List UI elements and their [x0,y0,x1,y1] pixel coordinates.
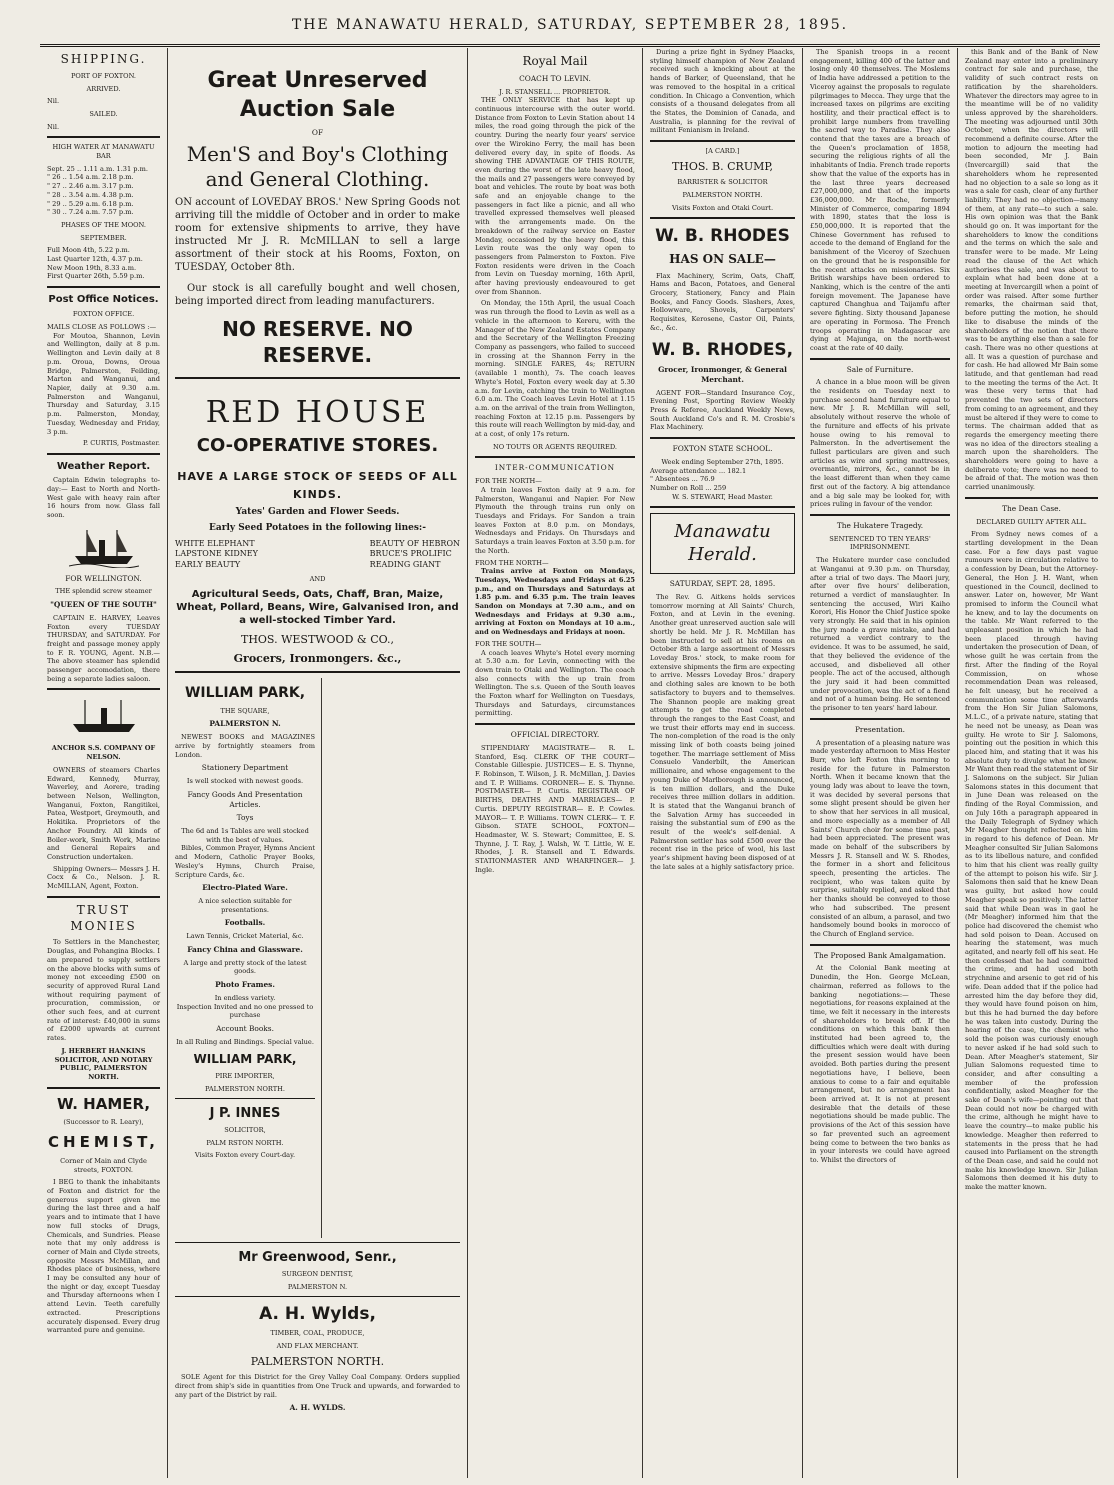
stationery-text: Is well stocked with newest goods. [186,777,304,786]
divider [47,136,160,138]
herald-nameplate [650,513,795,574]
anchor-company-heading: ANCHOR S.S. COMPANY OF NELSON. [51,744,156,762]
anchor-company-text: OWNERS of steamers Charles Edward, Kennedy, Murray, Waverley, and Aorere, trading between Nelson, Wellington, Wanganui, Foxton, Rangitikei, Patea, Westport, Greymouth, and Hokitika. Proprietors of the Anchor Foundry. All kinds of Boiler-work, Smith Work, Marine and General Repairs and Construction undertaken. [47,765,160,861]
dean-subheading: DECLARED GUILTY AFTER ALL. [976,517,1087,526]
list-item: WHITE ELEPHANT [175,538,255,548]
divider [810,944,950,946]
divider [175,1098,315,1099]
column-5 [803,48,958,1478]
school-headmaster: W. S. STEWART, Head Master. [672,492,773,501]
lawn-tennis-text: Lawn Tennis, Cricket Material, &c. [186,932,304,941]
coach-heading: COACH TO LEVIN. [519,73,591,83]
electro-text: A nice selection suitable for presentations. [198,897,292,914]
divider [810,718,950,720]
list-item: READING GIANT [369,559,441,569]
rhodes-trade: Grocer, Ironmonger, & General Merchant. [658,364,787,384]
stansell-proprietor: J. R. STANSELL ... PROPRIETOR. [499,87,611,96]
divider [475,456,635,458]
royal-mail-heading: Royal Mail [522,54,588,68]
official-directory-heading: OFFICIAL DIRECTORY. [510,730,600,740]
school-heading: FOXTON STATE SCHOOL. [672,444,773,454]
park-town: PALMERSTON N. [209,719,281,729]
postmaster-signature: P. CURTIS, Postmaster. [82,439,160,448]
crump-town: PALMERSTON NORTH. [682,190,763,199]
for-south-label: FOR THE SOUTH— [475,639,542,648]
column-6 [958,48,1105,1478]
month-label: SEPTEMBER. [80,233,127,242]
official-directory-text: STIPENDIARY MAGISTRATE— R. L. Stanford, Esq. CLERK OF THE COURT— Constable Gillespie. JUSTICES— E. S. Thynne, F. Robinson, T. Wilson, J. R. McMillan, J. Davies and T. P. Williams. CORONER— E. S. Thynne. POSTMASTER— P. Curtis. REGISTRAR OF BIRTHS, DEATHS AND MARRIAGES— P. Curtis. DEPUTY REGISTRAR— E. P. Cowles. MAYOR— T. P. Williams. TOWN CLERK— T. F. Gibson. STATE SCHOOL, FOXTON— Headmaster, W. S. Stewart; Committee, E. S. Thynne, J. T. Ray, J. Walsh, W. T. Little, W. E. Rhodes, J. R. Stansell and T. Edwards. STATIONMASTER AND WHARFINGER— J. Ingle. [475,743,635,874]
potato-list-right [370,539,460,571]
park-town-footer: PALMERSTON NORTH. [205,1084,285,1093]
moon-row: Full Moon 4th, 5.22 p.m. [47,246,130,255]
foxton-office-label: FOXTON OFFICE. [72,310,135,319]
account-books-text: In all Ruling and Bindings. Special value. [176,1037,314,1046]
rhodes-agent-text: AGENT FOR—Standard Insurance Coy., Evening Post, Sporting Review Weekly Press & Referee, Auckland Weekly News, South Auckland Co's and R. M. Crosbie's Flax Machinery. [650,388,795,432]
masthead [40,10,1100,47]
card-label: [A CARD.] [705,147,740,156]
hamer-name: W. HAMER, [56,1094,151,1113]
herald-date: SATURDAY, SEPT. 28, 1895. [669,579,776,589]
steamer-intro: THE splendid screw steamer [55,587,152,596]
dentist-town: PALMERSTON N. [287,1283,348,1292]
toys-heading: Toys [236,813,254,823]
clothing-heading: Men'S and Boy's Clothing and General Clothing. [186,141,449,191]
rhodes-name: W. B. RHODES [655,226,790,247]
wylds-town: PALMERSTON NORTH. [250,1354,385,1368]
sailed-label: SAILED. [89,109,118,118]
agricultural-seeds: Agricultural Seeds, Oats, Chaff, Bran, Maize, Wheat, Pollard, Beans, Wire, Galvanised Iron, and a well-stocked Timber Yard. [176,589,459,627]
divider [175,377,460,379]
no-touts: NO TOUTS OR AGENTS REQUIRED. [492,442,617,451]
rhodes-name-2: W. B. RHODES, [651,339,794,360]
herald-title: Manawatu Herald. [674,521,771,565]
divider [650,506,795,508]
fancy-goods-heading: Fancy Goods And Presentation Articles. [187,789,303,809]
dean-text: From Sydney news comes of a startling development in the Dean case. For a few days past vague rumours were in circulation relative to a confession by Dean, but the Attorney-General, the Hon J. H. Want, when questioned in the Council, declined to answer. Later on, however, Mr Want promised to inform the Council what he knew, and to lay the documents on the table. Mr Want referred to the unpleasant position in which he had been placed through having undertaken the prosecution of Dean, of whose guilt he was certain from the first. After the finding of the Royal Commission, on whose recommendation Dean was released, he felt uneasy, but he received a communication some time afterwards from the Hon Sir Julian Salomons, M.L.C., of a private nature, stating that he need not be uneasy, as Dean was guilty. He wrote to Sir J. Salomons, pointing out the position in which this placed him, and stating that it was his absolute duty to divulge what he knew. Mr Want then read the statement of Sir J. Salomons on the subject. Sir Julian Salomons states in this document that in June Dean was released on the finding of the Royal Commission, and on July 16th a paragraph appeared in the Daily Telegraph of Sydney which Mr Meagher thought reflected on him in regard to his defence of Dean. Mr Meagher consulted Sir Julian Salomons as to its libellous nature, and confided to him that his client was really guilty of the attempt to poison his wife. Sir J. Salomons then said that he knew Dean was guilty, but asked how could Meagher speak so positively. The latter said that while Dean was in gaol he (Mr Meagher) informed him that the police had discovered the chemist who had sold poison to Dean. Accused on hearing the statement, was much agitated, and nearly fell off his seat. He then confessed that he had committed the crime, and had used both strychnine and arsenic to get rid of his wife. Dean added that if the police had arrested him the day before they did, they would have found poison on him, but this he had burned the day before he was taken into custody. During the hearing of the case, the chemist who sold the poison was curiously enough to never asked if he had sold such to Dean. After Meagher's statement, Sir Julian Salomons requested time to consider, and after consulting a member of the profession confidentially, asked Meagher for the sake of Dean's wife—pointing out that Dean could not now be charged with the crime, although he might have to leave the country—to make public his knowledge. Meagher then referred to statements in the press that he had caused into Parliament on the strength of the Dean case, and said he could not make his knowledge known. Sir Julian Salomons then deemed it his duty to make the matter known. [965,530,1098,1192]
tide-row: " 29 .. 5.29 a.m. 6.18 p.m. [47,199,134,208]
school-roll: Number on Roll ... 259 [650,483,727,492]
steamship-illustration [69,526,139,568]
page-columns [40,48,1105,1478]
westwood-name: THOS. WESTWOOD & CO., [240,633,395,647]
tide-row: Sept. 25 .. 1.11 a.m. 1.31 p.m. [47,164,148,173]
divider [47,688,160,690]
column-3 [468,48,643,1478]
william-park-ad [175,678,322,1238]
hukatere-heading: The Hukatere Tragedy. [836,520,924,530]
weather-heading: Weather Report. [56,460,151,472]
shipping-heading: SHIPPING. [60,52,147,66]
divider [47,896,160,898]
divider [650,437,795,439]
wylds-name: A. H. Wylds, [259,1303,376,1324]
list-item: BEAUTY OF HEBRON [369,538,460,548]
china-text: A large and pretty stock of the latest goods. [183,958,307,976]
park-name-footer: WILLIAM PARK, [193,1052,297,1067]
list-item: LAPSTONE KIDNEY [175,549,258,559]
school-attendance: Average attendance ... 182.1 [650,466,747,475]
greenwood-wylds-ads [322,678,460,1238]
bank-heading: The Proposed Bank Amalgamation. [814,950,946,960]
park-importer: PIRE IMPORTER, [215,1072,275,1081]
coop-stores-heading: CO-OPERATIVE STORES. [196,435,439,457]
school-week: Week ending September 27th, 1895. [661,457,784,466]
for-north-text: A train leaves Foxton daily at 9 a.m. for Palmerston, Wanganui and Napier. For New Plymouth the through trains run only on Tuesdays and Fridays. For Sandon a train leaves Foxton at 8.0 p.m. on Mondays, Wednesdays and Fridays. On Thursdays and Saturdays a train leaves Foxton at 3.50 p.m. for the North. [475,485,635,555]
for-south-text: A coach leaves Whyte's Hotel every morning at 5.30 a.m. for Levin, connecting with the down train to Otaki and Wellington. The coach also connects with the up train from Wellington. The s.s. Queen of the South leaves the Foxton wharf for Wellington on Tuesdays, Thursdays and Saturdays, circumstances permitting. [475,648,635,718]
high-water-heading: HIGH WATER AT MANAWATU BAR [52,143,155,161]
masthead-title: THE MANAWATU HERALD, SATURDAY, SEPTEMBER 28, 1895. [291,17,849,33]
greenwood-name: Mr Greenwood, Senr., [238,1250,397,1266]
rhodes-text: Flax Machinery, Scrim, Oats, Chaff, Hams and Bacon, Potatoes, and General Grocery, Stationery, Fancy and Plain Books, and Fancy Goods. Slashers, Axes, Hollowware, Shovels, Carpenters' Requisites, Kerosene, Castor Oil, Paints, &c., &c. [650,271,795,332]
chemist-heading: CHEMIST, [48,1133,159,1152]
steamer-name: "QUEEN OF THE SOUTH" [50,600,157,610]
auction-heading: Great Unreserved Auction Sale [207,68,428,123]
bibles-text: Bibles, Common Prayer, Hymns Ancient and Modern, Catholic Prayer Books, Wesley's Hymns, Church Praise, Scripture Cards, &c. [175,844,315,879]
westwood-trade: Grocers, Ironmongers. &c., [233,651,402,665]
divider [47,1087,160,1089]
no-reserve-banner: NO RESERVE. NO RESERVE. [222,316,413,368]
list-item: EARLY BEAUTY [175,559,241,569]
presentation-heading: Presentation. [854,724,906,734]
hamer-text: I BEG to thank the inhabitants of Foxton and district for the generous support given me during the last three and a half years and to intimate that I have now full stocks of Drugs, Chemicals, and Sundries. Please note that my only address is corner of Main and Clyde streets, opposite Messrs McMillan, and Rhodes place of business, where I may be consulted any hour of the night or day, except Tuesday and Thursday afternoons when I attend Levin. Teeth carefully extracted. Prescriptions accurately dispensed. Every drug warranted pure and genuine. [47,1178,160,1335]
stock-text: Our stock is all carefully bought and well chosen, being imported direct from leading manufacturers. [175,282,460,307]
park-name: WILLIAM PARK, [184,685,306,702]
divider [47,453,160,455]
furniture-text: A chance in a blue moon will be given the residents on Tuesday next to purchase second hand furniture equal to new. Mr J. R. McMillan will sell, absolutely without reserve the whole of the furniture and effects of his private house owing to his removal to Palmerston. In the advertisement the fullest particulars are given and such articles as wire and spring mattresses, overmantle, mirrors, &c., cannot be in the least different than when they came first out of the factory. A big attendance and a big sale may be looked for, with prices ruling in favour of the vendor. [810,378,950,509]
footballs-heading: Footballs. [224,918,266,928]
list-item: BRUCE'S PROLIFIC [369,549,452,559]
from-north-text: Trains arrive at Foxton on Mondays, Tuesdays, Wednesdays and Fridays at 6.25 p.m., and on Thursdays and Saturdays at 1.85 p.m. and 6.35 p.m. The train leaves Sandon on Mondays at 7.30 a.m., and on Wednesdays and Fridays at 9.30 a.m., arriving at Foxton on Mondays at 10 a.m., and on Wednesdays and Fridays at noon. [475,567,635,637]
moon-row: New Moon 19th, 8.33 a.m. [47,263,137,272]
photo-frames-heading: Photo Frames. [215,980,275,990]
trust-monies-text: To Settlers in the Manchester, Douglas, and Pohangina Blocks. I am prepared to supply settlers on the above blocks with sums of money not exceeding £500 on security of approved Rural Land without requiring payment of procuration, commission, or other such fees, and at current rate of interest: £40,000 in sums of £2000 upwards at current rates. [47,938,160,1043]
coach-text-2: On Monday, the 15th April, the usual Coach was run through the flood to Levin as well as a vehicle in the afternoon to Kereru, with the Manager of the New Zealand Estates Company and the Secretary of the Wellington Freezing Company as passengers, who failed to succeed in crossing at the Shannon Ferry in the morning. SINGLE FARES, 4s; RETURN (available 1 month), 7s. The coach leaves Whyte's Hotel, Foxton every week day at 5.30 a.m. for Levin, catching the train to Wellington 6.0 a.m. The Coach leaves Levin Hotel at 1.15 a.m. on the arrival of the train from Wellington, reaching Foxton at 12.15 p.m. Passengers by this route will reach Wellington by mid-day, and at a cost, of only 17s return. [475,299,635,439]
potato-varieties [175,539,460,571]
coach-text: THE ONLY SERVICE that has kept up continuous intercourse with the outer world. Distance from Foxton to Levin Station about 14 miles, the road going through the pick of the country. During the nearly four years' service over the Wirokino Ferry, the mail has been delivered every day, in spite of floods. As showing THE ADVANTAGE OF THIS ROUTE, even during the worst of the late heavy flood, the mails and 27 passengers were conveyed by boat and vehicles. The route by boat was both safe and an enjoyable change to the passengers in fact like a picnic, and all who travelled expressed themselves well pleased with the arrangements made. On the breakdown of the railway service on Easter Monday, occasioned by the heavy flood, this Levin route was the only way open to passengers from Palmerston to Foxton. Five Foxton residents were driven in the Coach from Levin on Tuesday morning, 16th April, after having previously endeavoured to get over from Shannon. [475,96,635,296]
bank-text: At the Colonial Bank meeting at Dunedin, the Hon. George McLean, chairman, referred as follows to the banking negotiations:— These negotiations, for reasons explained at the time, we felt it necessary in the interests of shareholders to break off. If the conditions on which this bank then instituted had been agreed to, the difficulties which were dealt with during the present session would have been avoided. Both parties during the present negotiations have, I believe, been anxious to come to a fair and equitable arrangement, but no arrangement has been arrived at. It is not at present desirable that the details of these negotiations should be made public. The provisions of the Act of this session have so far prevented such an agreement being come to between the two banks as in your interests we could have agreed to. Whilst the directors of [810,964,950,1164]
spacer [328,678,460,1238]
wylds-trade-2: AND FLAX MERCHANT. [276,1341,359,1350]
crump-text: Visits Foxton and Otaki Court. [671,203,774,212]
yates-seeds: Yates' Garden and Flower Seeds. [235,507,400,518]
arrived-label: ARRIVED. [86,84,121,93]
furniture-heading: Sale of Furniture. [846,364,914,374]
red-house-heading: RED HOUSE [205,394,430,430]
post-office-heading: Post Office Notices. [48,294,159,306]
innes-town: PALM RSTON NORTH. [206,1138,284,1147]
divider [965,497,1098,499]
for-wellington-heading: FOR WELLINGTON. [65,573,142,583]
trust-monies-heading: TRUST MONIES [70,902,137,933]
crump-title: BARRISTER & SOLICITOR [677,178,768,187]
port-heading: PORT OF FOXTON. [70,71,137,80]
innes-name: J P. INNES [209,1105,281,1121]
from-north-label: FROM THE NORTH— [475,558,549,567]
presentation-text: A presentation of a pleasing nature was made yesterday afternoon to Miss Hester Burr, who left Foxton this morning to reside for the future in Palmerston North. When it became known that the young lady was about to leave the town, it was decided by several persons that some slight present should be given her to show that her services in all musical, and more especially as a member of All Saints' Church choir for some time past, had been appreciated. The present was made on behalf of the subscribers by Messrs J. R. Stansell and W. S. Rhodes, the former in a short and felicitous speech, presenting the articles. The recipient, who was taken quite by surprise, suitably replied, and asked that her thanks should be conveyed to those who had subscribed. The present consisted of an album, a parasol, and two handsomely bound books in morocco of the Church of England service. [810,738,950,938]
column-1 [40,48,168,1478]
moon-row: First Quarter 26th, 5.59 p.m. [47,272,145,281]
tide-row: " 30 .. 7.24 a.m. 7.57 p.m. [47,208,134,217]
toys-text: The 6d and 1s Tables are well stocked with the best of values. [181,827,309,844]
moon-row: Last Quarter 12th, 4.37 p.m. [47,255,143,264]
photo-frames-text: In endless variety. [214,993,276,1002]
news-text: During a prize fight in Sydney Plaacks, styling himself champion of New Zealand received such a knocking about at the hands of Barker, of Queensland, that he was removed to the hospital in a critical condition. In Chicago a Convention, which consists of a thousand delegates from all the States, the Dominion of Canada, and Australia, is planning for the revival of militant Fenianism in Ireland. [650,48,795,135]
stationery-heading: Stationery Department [201,763,289,773]
china-heading: Fancy China and Glassware. [187,944,303,954]
divider [175,1242,460,1243]
potato-list-left [175,539,258,571]
tide-row: " 27 .. 2.46 a.m. 3.17 p.m. [47,182,134,191]
divider [650,140,795,142]
lower-ads [175,678,460,1238]
bank-text-continued: this Bank and of the Bank of New Zealand may enter into a preliminary contract for sale and purchase, the validity of such contract rests on ratification by the shareholders. Whatever the directors may agree to in the meantime will be of no validity unless approved by the shareholders. The meeting was adjourned until 30th October, when the directors will recommend a definite course. After the motion to adjourn the meeting had been seconded, Mr J. Bain (Invercargill) said that the shareholders whom he represented had no objection to a sale so long as it was a sale for cash, clear of any further liability. They had no objection—many of them, at any rate—to such a sale. His own opinion was that the Bank should go on. It was important for the shareholders to know the conditions and the terms on which the sale and transfer were to be made. Mr Leing read the clause of the Act which authorises the sale, and was about to explain what had been done at a meeting at Invercargill when a point of order was raised. After some further remarks, the chairman said that, before putting the motion, he should like to disabuse the minds of the shareholders of the notion that there was to be anything else than a sale for cash. There was no other questions at all. It was a question of purchase and for cash. He had allowed Mr Bain some latitude, and that gentleman had read to the meeting the terms of the Act. It was these very terms that had prevented the two sets of directors from coming to an agreement, and they must be altered if they were to come to terms. The chairman added that as regards the emergency meeting there was no idea of the directors stealing a march upon the shareholders. The shareholders were going to have a deliberate vote; there was no need to be afraid of that. The motion was then carried unanimously. [965,48,1098,492]
herald-text: The Rev. G. Aitkens holds services tomorrow morning at All Saints' Church, Foxton, and at Levin in the evening. Another great unreserved auction sale will shortly be held. Mr J. R. McMillan has been instructed to sell at his rooms on October 8th a large assortment of Messrs Loveday Bros.' stock, to make room for extensive shipments the firm are expecting to arrive. Messrs Loveday Bros.' drapery and clothing sales are known to be both satisfactory to buyers and to themselves. The Shannon people are making great attempts to get the road completed through the ranges to the East Coast, and we trust their efforts may end in success. The non-completion of the road is the only missing link of both coasts being joined together. The marriage settlement of Miss Consuelo Vanderbilt, the American millionaire, and whose engagement to the young Duke of Marlborough is announced, is ten million dollars, and the Duke receives three million dollars in addition. It is stated that the Wanganui branch of the Salvation Army has succeeded in raising the substantial sum of £90 as the result of the week's self-denial. A Palmerston settler has sold £500 over the recent rise in the price of wool, his last year's shipment having been disposed of at the late sales at a highly satisfactory price. [650,593,795,871]
tide-table [47,165,160,217]
auction-text: ON account of LOVEDAY BROS.' New Spring Goods not arriving till the middle of October and in order to make room for extensive shipments to arrive, they have instructed Mr J. R. McMILLAN to sell a large assortment of their stock at his Rooms, Foxton, on TUESDAY, October 8th. [175,196,460,273]
arrived-value: Nil. [47,97,60,106]
auction-of: OF [311,128,324,138]
inter-communication-heading: INTER-COMMUNICATION [494,463,616,473]
moon-phases-heading: PHASES OF THE MOON. [60,220,147,229]
and-label: AND [309,574,326,583]
sailed-value: Nil. [47,122,60,131]
crump-name: THOS. B. CRUMP, [671,159,774,173]
park-address: THE SQUARE, [220,706,270,715]
on-sale-heading: HAS ON SALE— [669,251,776,266]
shipping-owners-text: Shipping Owners— Messrs J. H. Cocx & Co., Nelson. J. R. McMILLAN, Agent, Foxton. [47,864,160,891]
seeds-heading: HAVE A LARGE STOCK OF SEEDS OF ALL KINDS. [177,469,458,501]
weather-text: Captain Edwin telegraphs to-day:— East to North and North-West gale with heavy rain after 16 hours from now. Glass fall soon. [47,476,160,519]
dean-heading: The Dean Case. [1002,503,1061,513]
hankins-signature: J. HERBERT HANKINS SOLICITOR, AND NOTARY PUBLIC, PALMERSTON NORTH. [54,1046,153,1081]
column-2 [168,48,468,1478]
divider [475,723,635,725]
wylds-trade: TIMBER, COAL, PRODUCE, [270,1329,365,1338]
news-text: The Spanish troops in a recent engagement, killing 400 of the latter and losing only 40 themselves. The Moslems of India have addressed a petition to the Viceroy against the proposals to regulate pilgrimages to Mecca. They urge that the increased taxes on pilgrims are exciting hostility, and their practical effect is to prohibit large numbers from travelling the sacred way to Paradise. They also contend that the taxes are a breach of the Queen's proclamation of 1858, securing the religious rights of all the inhabitants of India. French trade reports show that the value of the exports has in the last three years decreased £27,000,000, and that of the imports £36,000,000. Mr Roche, formerly Minister of Commerce, comparing 1894 with 1890, states that the loss is £50,000,000. It is reported that the Chinese Government has refused to accede to the demand of England for the banishment of the Viceroy of Szechuen on the ground that he is responsible for the recent attacks on missionaries. Six British warships have been ordered to Nanking, which is the centre of the anti foreign movement. The Japanese have captured Changhua and Taijamfu after severe fighting. Sixty thousand Japanese are operating in Formosa. The French troops operating in Madagascar are dying at Majunga, on the north-west coast at the rate of 40 daily. [810,48,950,352]
divider [175,1296,460,1297]
park-text: NEWEST BOOKS and MAGAZINES arrive by fortnightly steamers from London. [175,733,315,759]
seed-potatoes: Early Seed Potatoes in the following lines:- [209,523,426,534]
steamer-text: CAPTAIN E. HARVEY, Leaves Foxton every TUESDAY THURSDAY, and SATURDAY. For freight and passage money apply to F. R. YOUNG, Agent. N.B.—The above steamer has splendid passenger accomodation, there being a separate ladies saloon. [47,613,160,683]
mails-close-label: MAILS CLOSE AS FOLLOWS :— [47,323,157,332]
account-books-heading: Account Books. [216,1023,274,1033]
column-4 [643,48,803,1478]
divider [810,514,950,516]
hukatere-subheading: SENTENCED TO TEN YEARS' IMPRISONMENT. [829,534,931,552]
hukatere-text: The Hukatere murder case concluded at Wanganui at 9.30 p.m. on Thursday, after a trial of two days. The Maori jury, after over five hours' deliberation, returned a verdict of manslaughter. In sentencing the accused, Wiri Kaiho Korori, His Honor the Chief Justice spoke very strongly. He said that in his opinion the jury made a grave mistake, and had returned a verdict contrary to the evidence. It was to be assumed, he said, that they believed the evidence of the accused, and disbelieved all other people. The act of the accused, although the jury said it had been committed under provocation, was the act of a fiend and not of a human being. He sentenced the prisoner to ten years' hard labour. [810,556,950,713]
tide-row: " 26 .. 1.54 a.m. 2.18 p.m. [47,173,134,182]
electro-heading: Electro-Plated Ware. [202,883,288,893]
wylds-text: SOLE Agent for this District for the Grey Valley Coal Company. Orders supplied direct from ship's side in quantities from One Truck and upwards, and forwarded to any part of the District by rail. [175,1373,460,1399]
dentist-title: SURGEON DENTIST, [281,1270,354,1279]
mails-text: For Moutoa, Shannon, Levin and Wellington, daily at 8 p.m. Wellington and Levin daily at 8 p.m. Oroua, Downs, Oroua Bridge, Palmerston, Feilding, Marton and Wanganui, and Napier, daily at 9.30 a.m. Palmerston and Wanganui, Thursday and Saturday, 3.15 p.m. Palmerston, Monday, Tuesday, Wednesday and Friday, 3 p.m. [47,331,160,436]
steamship-illustration [69,696,139,738]
hamer-successor: (Successor to R. Leary), [63,1118,144,1127]
for-north-label: FOR THE NORTH— [475,477,542,486]
divider [810,358,950,360]
innes-title: SOLICITOR, [224,1125,266,1134]
divider [175,671,460,673]
innes-text: Visits Foxton every Court-day. [194,1151,296,1160]
tide-row: " 28 .. 3.54 a.m. 4.38 p.m. [47,190,134,199]
divider [650,217,795,219]
wylds-signature: A. H. WYLDS. [289,1403,346,1413]
hamer-address: Corner of Main and Clyde streets, FOXTON. [60,1156,147,1174]
divider [47,286,160,288]
inspection-text: Inspection Invited and no one pressed to purchase [176,1002,314,1020]
school-absentees: " Absentees ... 76.9 [650,475,715,484]
